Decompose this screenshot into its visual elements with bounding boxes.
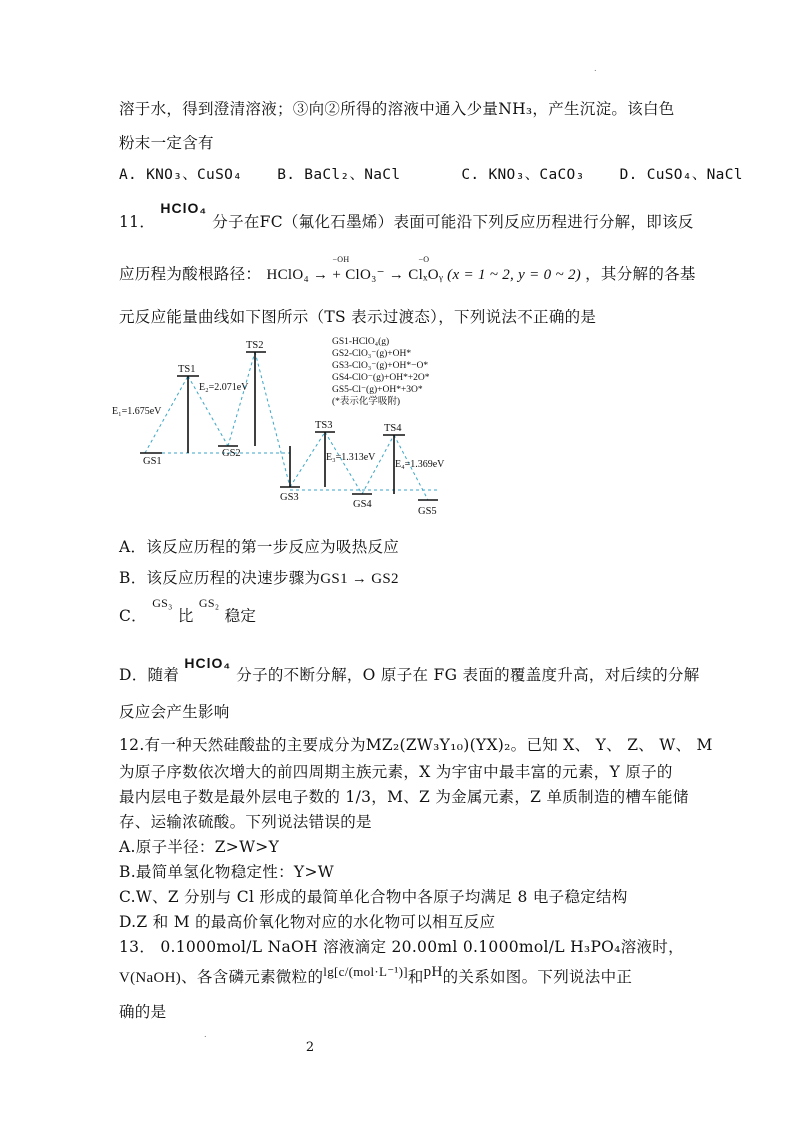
q13-line2 — [119, 965, 632, 987]
q12-option-b: B.最简单氢化物稳定性：Y>W — [119, 863, 334, 881]
q13-line3: 确的是 — [119, 1003, 167, 1021]
legend-line-3: GS3-ClO₃⁻(g)+OH*−O* — [332, 361, 429, 371]
hclo4-formula: HClO₄ — [184, 655, 232, 671]
q12-line2: 为原子序数依次增大的前四周期主族元素，X 为宇宙中最丰富的元素，Y 原子的 — [119, 763, 673, 781]
ts2-label: TS2 — [246, 340, 264, 351]
energy-diagram — [110, 332, 470, 517]
q13-l2-b: 、各含磷元素微粒的 — [181, 968, 324, 986]
option-a: A. KNO₃、CuSO₄ — [119, 167, 243, 183]
options-line — [119, 163, 743, 184]
ph: pH — [423, 964, 443, 980]
v-naoh: V(NaOH) — [119, 970, 182, 986]
e4-label: E₄=1.369eV — [395, 459, 445, 470]
q12-line1: 12.有一种天然硅酸盐的主要成分为MZ₂(ZW₃Y₁₀)(YX)₂。已知 X、 Y、 Z、 W、 M — [119, 736, 713, 754]
q13-line1: 13． 0.1000mol/L NaOH 溶液滴定 20.00ml 0.1000mol/L H₃PO₄溶液时， — [119, 938, 684, 956]
text-line: 粉末一定含有 — [119, 134, 214, 152]
q11-d-line2: 反应会产生影响 — [119, 703, 230, 721]
legend-line-1: GS1-HClO₄(g) — [332, 337, 390, 347]
q11-b-prefix: B．该反应历程的决速步骤为 — [119, 569, 321, 587]
q12-line4: 存、运输浓硫酸。下列说法错误的是 — [119, 813, 372, 831]
ts1-label: TS1 — [178, 364, 196, 375]
text-line: 溶于水，得到澄清溶液；③向②所得的溶液中通入少量NH₃，产生沉淀。该白色 — [119, 100, 675, 118]
gs2-label: GS2 — [222, 448, 241, 459]
q13-l2-f: 的关系如图。下列说法中正 — [442, 968, 633, 986]
q11-b-formula: GS1 → GS2 — [320, 571, 399, 587]
dash-gs2-ts2 — [228, 352, 255, 446]
q11-c-gs3: GS₃ — [152, 596, 173, 610]
q11-option-d — [119, 655, 700, 685]
q11-d-text: 分子的不断分解，O 原子在 FG 表面的覆盖度升高，对后续的分解 — [236, 666, 700, 684]
gs1-label: GS1 — [143, 456, 162, 467]
option-d: D. CuSO₄、NaCl — [619, 167, 743, 183]
dash-ts3-gs4 — [325, 432, 362, 494]
q11-c-suffix: 稳定 — [224, 607, 257, 625]
dash-ts2-gs3 — [255, 352, 290, 487]
q11-line1 — [119, 200, 694, 232]
q11-line3: 元反应能量曲线如下图所示（TS 表示过渡态），下列说法不正确的是 — [119, 308, 597, 326]
gs3-label: GS3 — [280, 492, 299, 503]
page-number: 2 — [305, 1040, 315, 1055]
lg-conc: lg[c/(mol·L⁻¹)] — [323, 964, 408, 979]
gs5-label: GS5 — [418, 506, 437, 517]
q11-c-prefix: C． — [119, 607, 147, 625]
option-b: B. BaCl₂、NaCl — [277, 167, 401, 183]
ts4-label: TS4 — [384, 423, 402, 434]
legend-line-5: GS5-Cl⁻(g)+OH*+3O* — [332, 385, 423, 395]
q12-option-c: C.W、Z 分别与 Cl 形成的最简单化合物中各原子均满足 8 电子稳定结构 — [119, 888, 628, 906]
legend-line-6: (*表示化学吸附) — [332, 397, 401, 407]
dash-gs3-ts3 — [290, 432, 325, 487]
q13-l2-d: 和 — [407, 968, 424, 986]
ts3-label: TS3 — [315, 420, 333, 431]
q12-option-d: D.Z 和 M 的最高价氧化物对应的水化物可以相互反应 — [119, 913, 496, 931]
equation-text: HClO₄ → + ClO₃⁻ → ClₓOᵧ — [266, 267, 444, 283]
page-dot: . — [204, 1030, 207, 1039]
reaction-equation — [266, 255, 585, 283]
legend-line-4: GS4-ClO⁻(g)+OH*+2O* — [332, 373, 430, 383]
q11-option-c — [119, 596, 257, 626]
q11-l2-prefix: 应历程为酸根路径： — [119, 265, 262, 283]
page-dot: . — [594, 64, 597, 73]
q11-option-a: A．该反应历程的第一步反应为吸热反应 — [119, 538, 400, 556]
e1-label: E₁=1.675eV — [112, 406, 162, 417]
e3-label: E₃=1.313eV — [326, 452, 376, 463]
hclo4-formula: HClO₄ — [160, 200, 208, 216]
arrow-label-1: −OH — [332, 255, 350, 264]
q11-line2 — [119, 255, 696, 284]
q11-option-b — [119, 566, 399, 588]
q11-text: 分子在FC（氟化石墨烯）表面可能沿下列反应历程进行分解，即该反 — [212, 213, 694, 231]
q11-d-prefix: D．随着 — [119, 666, 180, 684]
legend-line-2: GS2-ClO₃⁻(g)+OH* — [332, 349, 412, 359]
dash-gs4-ts4 — [362, 435, 394, 494]
gs4-label: GS4 — [353, 499, 372, 510]
q11-c-mid: 比 — [177, 607, 194, 625]
e2-label: E₂=2.071eV — [199, 382, 249, 393]
q11-number: 11． — [119, 213, 156, 231]
q12-option-a: A.原子半径：Z>W>Y — [119, 838, 280, 856]
q11-c-gs2: GS₂ — [198, 596, 220, 610]
q12-line3: 最内层电子数是最外层电子数的 1/3，M、Z 为金属元素，Z 单质制造的槽车能储 — [119, 788, 689, 806]
equation-condition: (x = 1 ~ 2, y = 0 ~ 2) — [447, 267, 582, 283]
q11-l2-suffix: ，其分解的各基 — [585, 265, 696, 283]
option-c: C. KNO₃、CaCO₃ — [461, 167, 585, 183]
arrow-label-2: −O — [418, 255, 430, 264]
